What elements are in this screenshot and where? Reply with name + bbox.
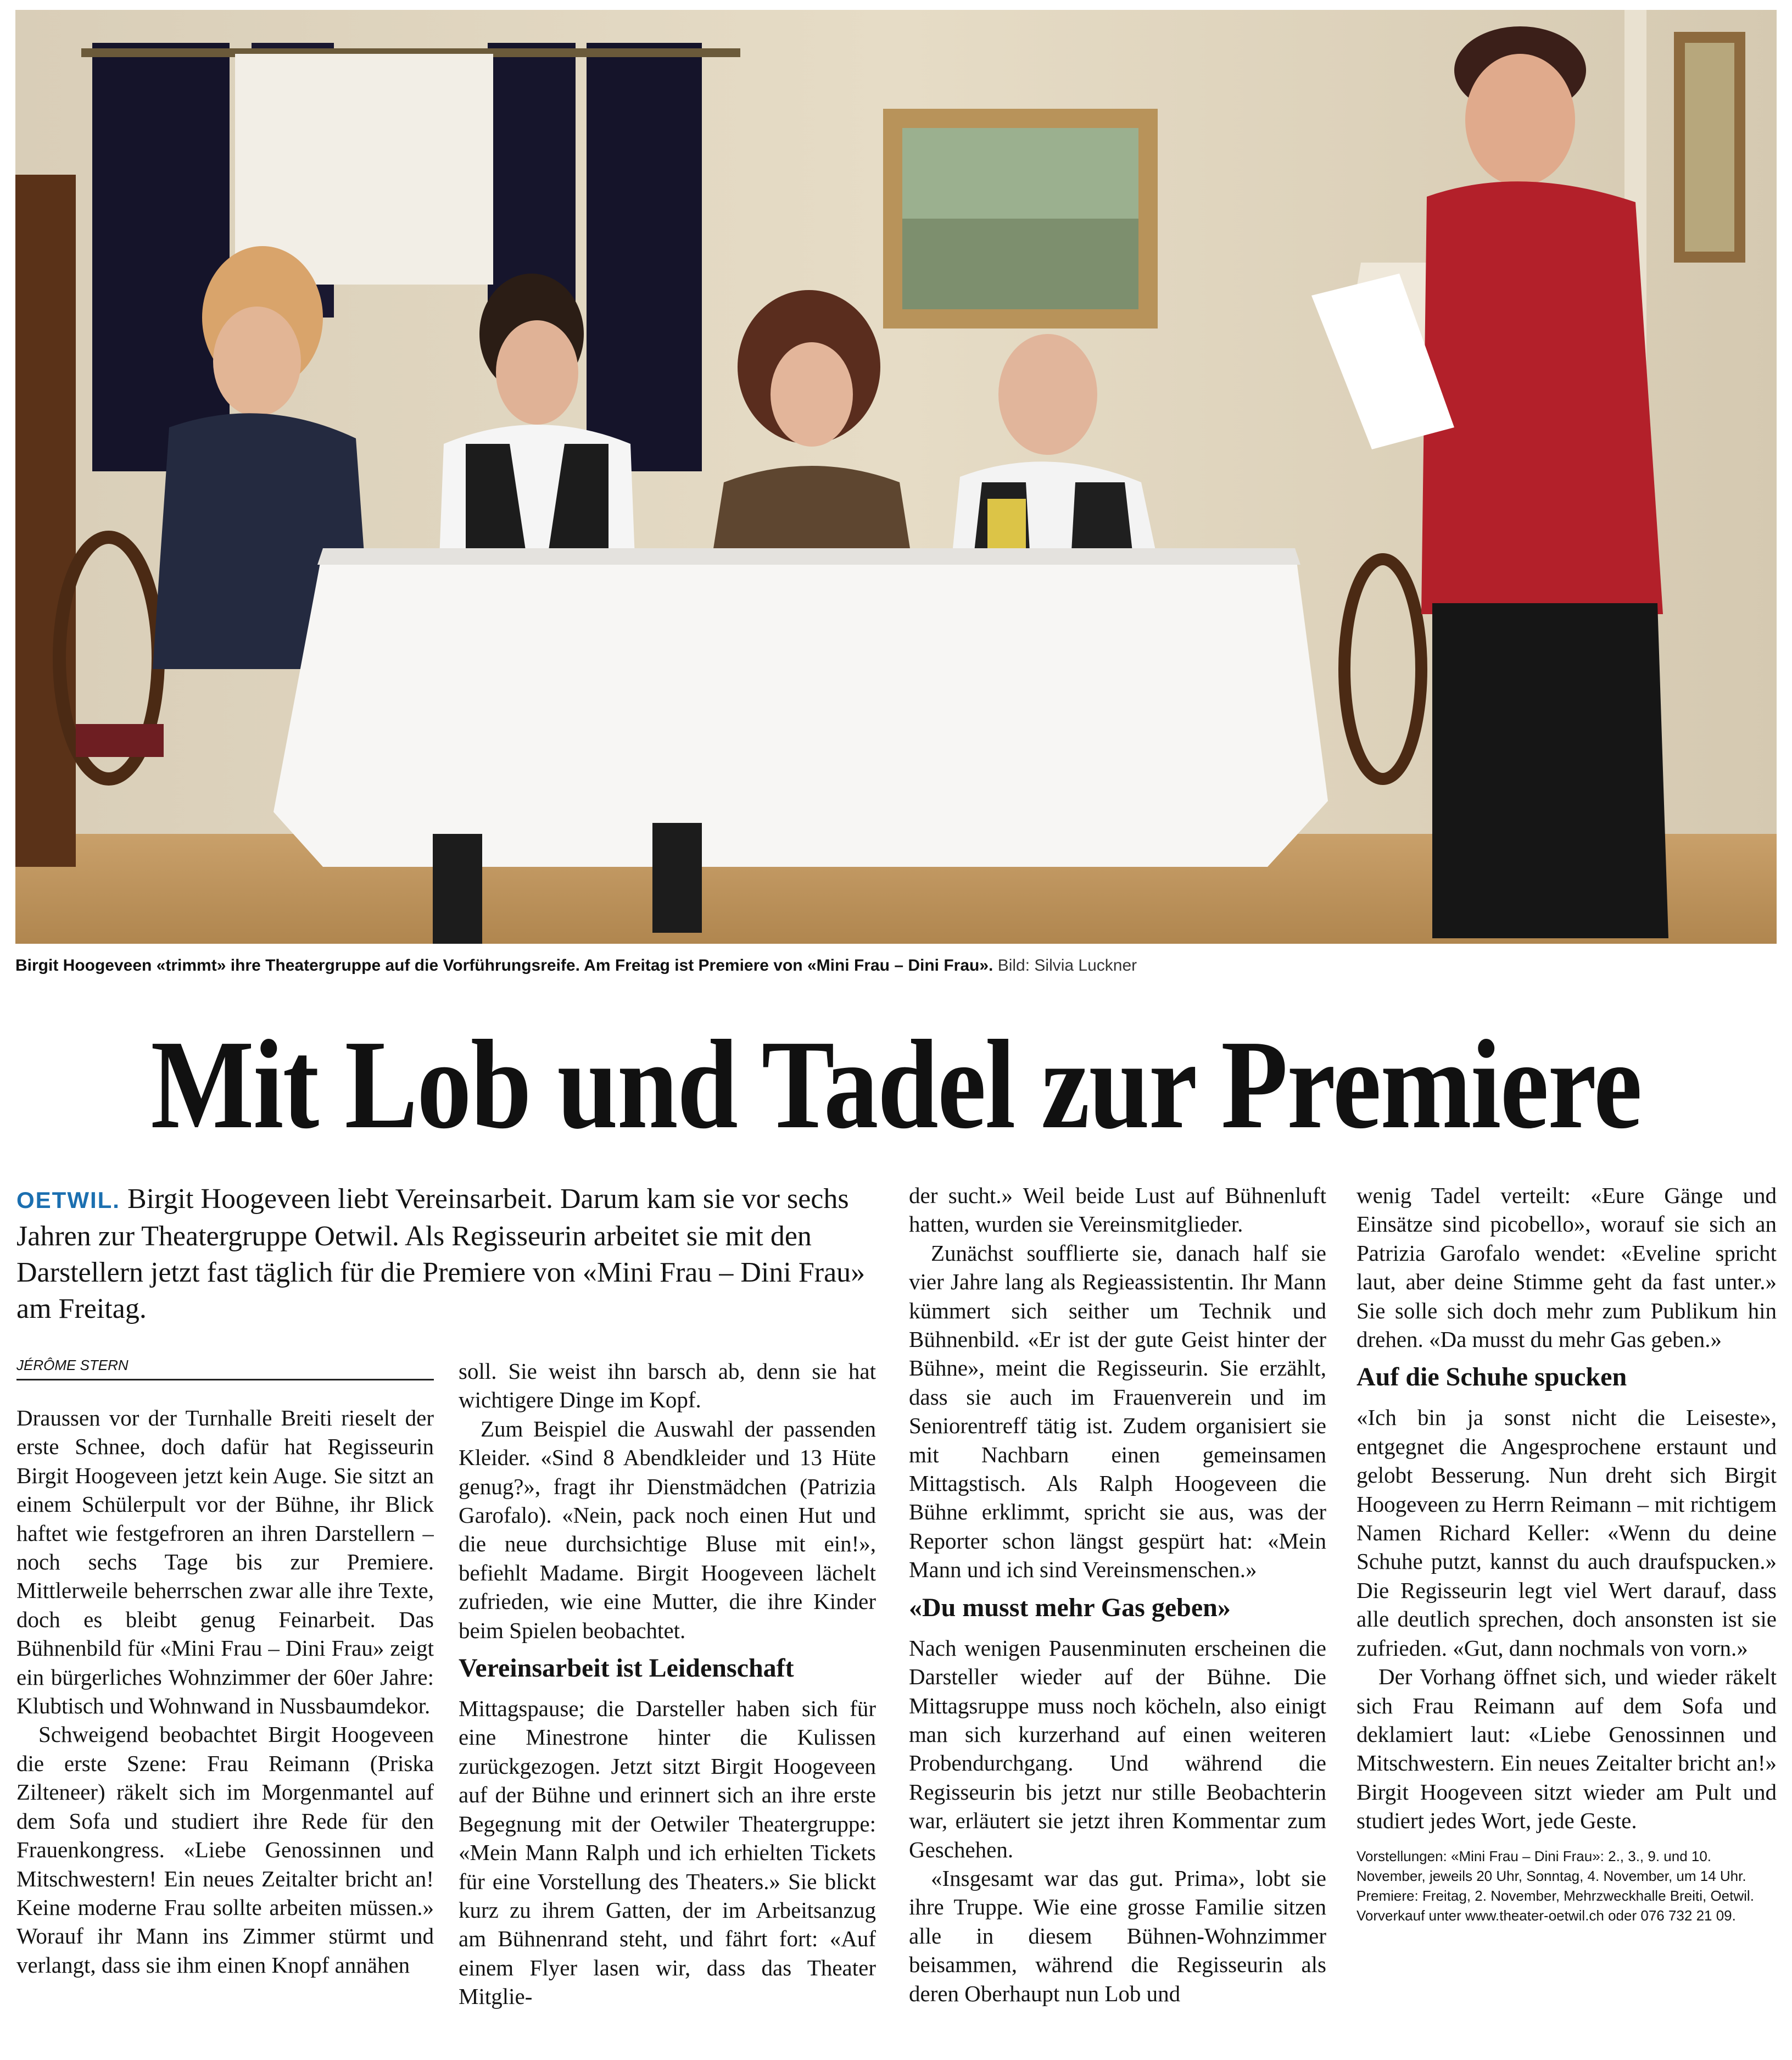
paragraph: Nach wenigen Pausenminuten erscheinen die Darsteller wieder auf der Bühne. Die Mittagsruppe muss noch köcheln, also einigt man sich kurzerhand auf einen weiteren Probendurchgang. Und während die Regisseurin bis jetzt nur stille Beobachterin war, erläutert sie jetzt ihren Kommentar zum Geschehen. xyxy=(909,1635,1326,1862)
dateline: OETWIL. xyxy=(16,1187,120,1213)
photo-credit: Bild: Silvia Luckner xyxy=(997,956,1137,975)
paragraph: soll. Sie weist ihn barsch ab, denn sie hat wichtigere Dinge im Kopf. xyxy=(459,1359,876,1413)
paragraph: Der Vorhang öffnet sich, und wieder räkelt sich Frau Reimann auf dem Sofa und deklamiert laut: «Liebe Genossinnen und Mitschwestern. Ein neues Zeitalter bricht an!» Birgit Hoogeveen sitzt wieder am Pult und studiert jedes Wort, jede Geste. xyxy=(1356,1664,1777,1834)
article-lead xyxy=(16,1181,884,1327)
paragraph: Mittagspause; die Darsteller haben sich für eine Minestrone hinter die Kulissen zurückgezogen. Jetzt sitzt Birgit Hoogeveen auf der Bühne und erinnert sich an ihre erste Begegnung mit der Oetwiler Theatergruppe: «Mein Mann Ralph und ich erhielten Tickets für eine Vorstellung des Theaters.» Sie blickt kurz zu ihrem Gatten, der im Arbeitsanzug am Bühnenrand steht, und fährt fort: «Auf einem Flyer lasen wir, dass das Theater Mitglie- xyxy=(459,1696,876,2009)
performance-info: Vorstellungen: «Mini Frau – Dini Frau»: 2., 3., 9. und 10. November, jeweils 20 Uhr, Sonntag, 4. November, um 14 Uhr. Premiere: Freitag, 2. November, Mehrzweckhalle Breiti, Oetwil. Vorverkauf unter www.theater-oetwil.ch oder 076 732 21 09. xyxy=(1356,1847,1754,1924)
paragraph: «Insgesamt war das gut. Prima», lobt sie ihre Truppe. Wie eine grosse Familie sitzen alle in diesem Bühnen-Wohnzimmer beisammen, während die Regisseurin als deren Oberhaupt nun Lob und xyxy=(909,1865,1326,2006)
subheading: Auf die Schuhe spucken xyxy=(1356,1362,1627,1392)
paragraph: Draussen vor der Turnhalle Breiti rieselt der erste Schnee, doch dafür hat Regisseurin Birgit Hoogeveen jetzt kein Auge. Sie sitzt an einem Schülerpult vor der Bühne, ihr Blick haftet wie festgefroren an ihren Darstellern – noch sechs Tage bis zur Premiere. Mittlerweile beherrschen zwar alle ihre Texte, doch es bleibt genug Feinarbeit. Das Bühnenbild für «Mini Frau – Dini Frau» zeigt ein bürgerliches Wohnzimmer der 60er Jahre: Klubtisch und Wohnwand in Nussbaumdekor. xyxy=(16,1405,434,1719)
paragraph: wenig Tadel verteilt: «Eure Gänge und Einsätze sind picobello», worauf sie sich an Patrizia Garofalo wendet: «Eveline spricht laut, aber deine Stimme geht da fast unter.» Sie solle sich doch mehr zum Publikum hin drehen. «Da musst du mehr Gas geben.» xyxy=(1356,1183,1777,1352)
column-3 xyxy=(909,1181,1326,2057)
paragraph: Zum Beispiel die Auswahl der passenden Kleider. «Sind 8 Abendkleider und 13 Hüte genug?», fragt ihr Dienstmädchen (Patrizia Garofalo). «Nein, pack noch einen Hut und die neue durchsichtige Bluse mit ein!», befiehlt Madame. Birgit Hoogeveen lächelt zufrieden, wie eine Mutter, die ihre Kinder beim Spielen beobachtet. xyxy=(459,1416,876,1643)
article-photo xyxy=(15,10,1777,944)
subheading: Vereinsarbeit ist Leidenschaft xyxy=(459,1653,794,1683)
article-headline: Mit Lob und Tadel zur Premiere xyxy=(150,1014,1642,1155)
paragraph: Zunächst soufflierte sie, danach half sie vier Jahre lang als Regieassistentin. Ihr Mann kümmert sich seither um Technik und Bühnenbild. «Er ist der gute Geist hinter der Bühne», meint die Regisseurin. Sie erzählt, dass sie auch im Frauenverein und im Seniorentreff tätig ist. Zudem organisiert sie mit Nachbarn einen gemeinsamen Mittagstisch. Als Ralph Hoogeveen die Bühne erklimmt, spricht sie aus, was der Reporter schon längst gespürt hat: «Mein Mann und ich sind Vereinsmenschen.» xyxy=(909,1240,1326,1583)
author-byline: JÉRÔME STERN xyxy=(16,1357,434,1380)
photo-caption xyxy=(15,949,1778,982)
column-2 xyxy=(459,1357,876,2057)
paragraph: Schweigend beobachtet Birgit Hoogeveen die erste Szene: Frau Reimann (Priska Zilteneer) räkelt sich im Morgenmantel auf dem Sofa und studiert ihre Rede für den Frauenkongress. «Liebe Genossinnen und Mitschwestern! Ein neues Zeitalter bricht an! Keine moderne Frau sollte arbeiten müssen.» Worauf ihr Mann ins Zimmer stürmt und verlangt, dass sie ihm einen Knopf annähen xyxy=(16,1722,434,1978)
theater-scene-illustration xyxy=(15,10,1777,944)
paragraph: der sucht.» Weil beide Lust auf Bühnenluft hatten, wurden sie Vereinsmitglieder. xyxy=(909,1183,1326,1237)
subheading: «Du musst mehr Gas geben» xyxy=(909,1593,1231,1622)
column-1 xyxy=(16,1404,434,2057)
column-4 xyxy=(1356,1181,1777,2057)
paragraph: «Ich bin ja sonst nicht die Leiseste», entgegnet die Angesprochene erstaunt und gelobt Besserung. Nun dreht sich Birgit Hoogeveen zu Herrn Reimann – mit richtigem Namen Richard Keller: «Wenn du deine Schuhe putzt, kannst du auch draufspucken.» Die Regisseurin legt viel Wert darauf, dass alle deutlich sprechen, doch ansonsten ist sie zufrieden. «Gut, dann nochmals von vorn.» xyxy=(1356,1405,1777,1661)
caption-text: Birgit Hoogeveen «trimmt» ihre Theatergruppe auf die Vorführungsreife. Am Freitag ist Premiere von «Mini Frau – Dini Frau». xyxy=(15,956,993,975)
lead-text: Birgit Hoogeveen liebt Vereinsarbeit. Darum kam sie vor sechs Jahren zur Theatergruppe Oetwil. Als Regisseurin arbeitet sie mit den Darstellern jetzt fast täglich für die Premiere von «Mini Frau – Dini Frau» am Freitag. xyxy=(16,1183,866,1324)
